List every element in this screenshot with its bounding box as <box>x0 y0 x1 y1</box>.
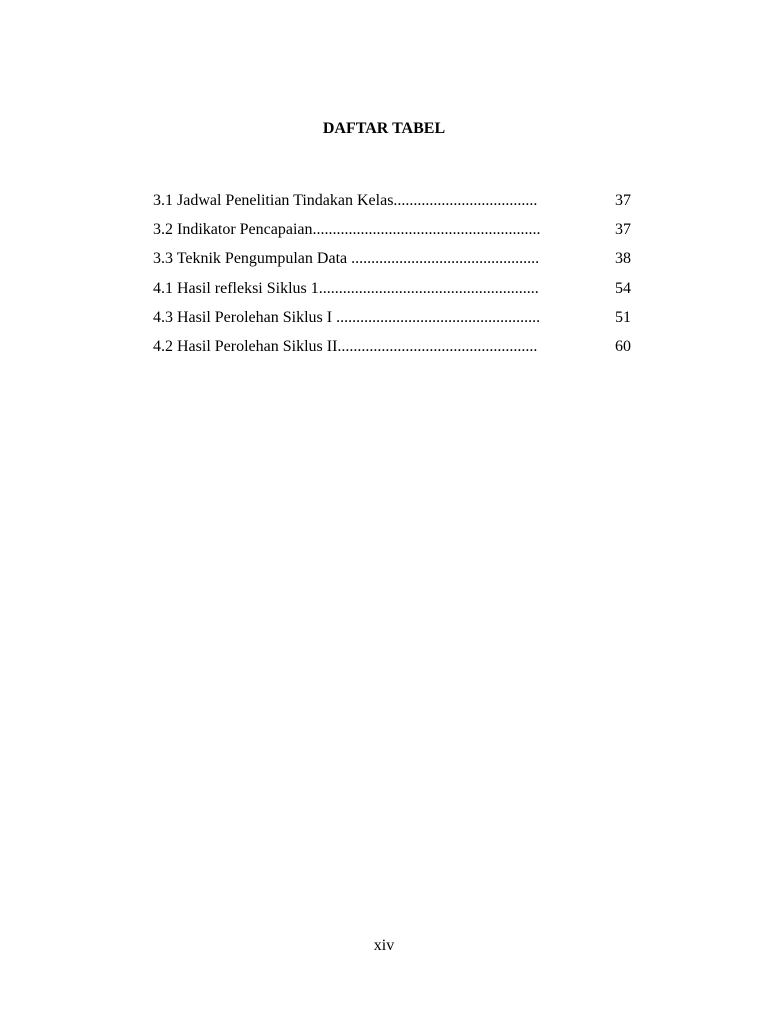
list-item-page-number: 37 <box>615 221 631 239</box>
list-item-page-number: 51 <box>615 308 631 326</box>
list-item-page-number: 38 <box>615 250 631 268</box>
list-item <box>153 220 631 249</box>
list-item-label: 3.1 Jadwal Penelitian Tindakan Kelas.................................... <box>153 192 538 209</box>
list-item-label: 4.3 Hasil Perolehan Siklus I ................................................... <box>153 308 541 326</box>
list-item-label: 3.2 Indikator Pencapaian......................................................... <box>153 221 541 239</box>
list-item <box>153 191 631 220</box>
list-item <box>153 249 631 278</box>
list-item <box>153 308 631 337</box>
list-item-page-number: 54 <box>615 279 631 297</box>
list-item-page-number: 60 <box>615 337 631 355</box>
table-list <box>153 191 631 366</box>
list-item-page-number: 37 <box>615 192 631 209</box>
list-item-label: 4.1 Hasil refleksi Siklus 1....................................................... <box>153 279 539 297</box>
list-item <box>153 337 631 366</box>
footer-page-number: xiv <box>373 937 395 954</box>
list-item-label: 4.2 Hasil Perolehan Siklus II.................................................. <box>153 337 538 355</box>
list-item <box>153 279 631 308</box>
list-item-label: 3.3 Teknik Pengumpulan Data ............................................... <box>153 250 540 268</box>
page-title: DAFTAR TABEL <box>322 120 446 137</box>
